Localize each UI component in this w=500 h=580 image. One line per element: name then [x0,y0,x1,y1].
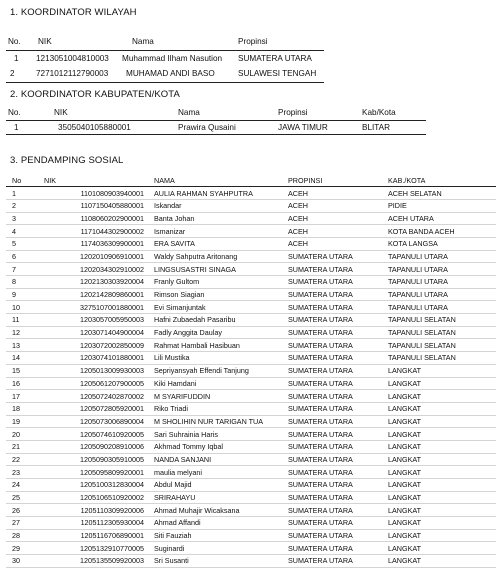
cell-nama: Hafni Zubaedah Pasaribu [154,315,236,325]
cell-propinsi: SUMATERA UTARA [288,264,353,274]
table-row [6,339,496,352]
cell-nama: Rahmat Hambali Hasibuan [154,340,240,350]
cell-nik: 7271012112790003 [36,69,109,79]
cell-propinsi: SUMATERA UTARA [288,251,353,261]
cell-propinsi: SUMATERA UTARA [288,505,353,515]
column-header-nik: NIK [38,37,52,47]
cell-no: 13 [12,340,20,350]
cell-nama: Sari Suhrainia Haris [154,429,218,439]
cell-no: 29 [12,543,20,553]
cell-kab-kota: ACEH SELATAN [388,188,442,198]
cell-propinsi: SUMATERA UTARA [288,556,353,566]
cell-propinsi: SUMATERA UTARA [288,366,353,376]
table-row [6,364,496,377]
cell-no: 1 [14,122,19,132]
section-title-koordinator-kabupaten-kota: 2. KOORDINATOR KABUPATEN/KOTA [10,89,180,100]
table-row [6,212,496,225]
table-row [6,479,496,492]
cell-no: 19 [12,416,20,426]
cell-propinsi: SUMATERA UTARA [288,391,353,401]
cell-nama: MUHAMAD ANDI BASO [126,69,215,79]
cell-propinsi: SUMATERA UTARA [288,480,353,490]
cell-no: 27 [12,518,20,528]
cell-nama: AULIA RAHMAN SYAHPUTRA [154,188,253,198]
column-header-propinsi: Propinsi [278,108,308,118]
cell-nik: 1203071404900004 [80,328,144,338]
cell-no: 16 [12,378,20,388]
cell-no: 11 [12,315,20,325]
cell-kab-kota: KOTA LANGSA [388,239,438,249]
cell-kab-kota: LANGKAT [388,493,422,503]
cell-nama: Rimson Siagian [154,290,205,300]
cell-nik: 1205074610920005 [80,429,144,439]
cell-propinsi: SUMATERA UTARA [288,442,353,452]
cell-nik: 1171044302900002 [80,226,144,236]
cell-kab-kota: TAPANULI SELATAN [388,340,456,350]
cell-nama: Suginardi [154,543,185,553]
table-row [6,50,324,66]
cell-kab-kota: BLITAR [362,122,391,132]
cell-nik: 1205072805920001 [80,404,144,414]
column-header-nama: NAMA [154,175,175,185]
cell-nik: 1203074101880001 [80,353,144,363]
cell-propinsi: SUMATERA UTARA [288,315,353,325]
cell-kab-kota: PIDIE [388,201,407,211]
cell-propinsi: SUMATERA UTARA [288,404,353,414]
table-row [6,529,496,542]
cell-kab-kota: TAPANULI UTARA [388,251,448,261]
cell-no: 23 [12,467,20,477]
table-row [6,517,496,530]
cell-no: 8 [12,277,16,287]
table-koordinator-wilayah [6,34,324,83]
cell-no: 21 [12,442,20,452]
cell-no: 30 [12,556,20,566]
cell-nik: 1205110309920006 [80,505,144,515]
column-header-propinsi: PROPINSI [288,175,323,185]
cell-no: 7 [12,264,16,274]
cell-propinsi: JAWA TIMUR [278,122,328,132]
cell-propinsi: SUMATERA UTARA [288,429,353,439]
table-row [6,276,496,289]
cell-nik: 1205132910770005 [80,543,144,553]
cell-nama: Lili Mustika [154,353,190,363]
column-header-nik: NIK [44,175,56,185]
cell-no: 24 [12,480,20,490]
table-row [6,187,496,200]
cell-kab-kota: TAPANULI UTARA [388,264,448,274]
cell-propinsi: SUMATERA UTARA [288,302,353,312]
cell-nik: 1205013009930003 [80,366,144,376]
cell-no: 6 [12,251,16,261]
cell-propinsi: ACEH [288,188,308,198]
cell-nik: 1205072402870002 [80,391,144,401]
cell-propinsi: ACEH [288,201,308,211]
table-row [6,428,496,441]
column-header-kab-kota: Kab/Kota [362,108,396,118]
table-row [6,491,496,504]
table-row [6,440,496,453]
cell-nik: 1202034302910002 [80,264,144,274]
cell-nama: ERA SAVITA [154,239,195,249]
cell-kab-kota: TAPANULI SELATAN [388,353,456,363]
cell-nik: 1107150405880001 [80,201,144,211]
table-row [6,250,496,263]
cell-nik: 1205073006890004 [80,416,144,426]
cell-nik: 1213051004810003 [36,53,109,63]
cell-nik: 1205061207900005 [80,378,144,388]
column-header-no: No. [8,108,21,118]
table-row [6,326,496,339]
cell-propinsi: SUMATERA UTARA [288,531,353,541]
cell-kab-kota: LANGKAT [388,467,422,477]
cell-no: 5 [12,239,16,249]
cell-nama: Franly Gultom [154,277,200,287]
cell-no: 9 [12,290,16,300]
cell-kab-kota: LANGKAT [388,518,422,528]
cell-nama: SRIRAHAYU [154,493,196,503]
cell-propinsi: ACEH [288,226,308,236]
cell-propinsi: SUMATERA UTARA [238,53,312,63]
cell-nama: Banta Johan [154,213,195,223]
cell-kab-kota: LANGKAT [388,404,422,414]
table-pendamping-sosial [6,174,496,568]
cell-nama: Ismanizar [154,226,186,236]
table-row [6,288,496,301]
cell-kab-kota: LANGKAT [388,556,422,566]
cell-nama: M SHOLIHIN NUR TARIGAN TUA [154,416,264,426]
cell-kab-kota: LANGKAT [388,531,422,541]
table-header-row [6,174,496,187]
cell-nik: 1202142809860001 [80,290,144,300]
table-row [6,390,496,403]
cell-nik: 1205106510920002 [80,493,144,503]
column-header-no: No. [8,37,21,47]
column-header-nik: NIK [54,108,68,118]
cell-propinsi: SUMATERA UTARA [288,518,353,528]
table-row [6,453,496,466]
cell-nama: LINGSUSASTRI SINAGA [154,264,236,274]
cell-no: 17 [12,391,20,401]
cell-propinsi: SUMATERA UTARA [288,493,353,503]
table-row [6,225,496,238]
cell-nik: 1203057005950003 [80,315,144,325]
cell-no: 26 [12,505,20,515]
cell-propinsi: SUMATERA UTARA [288,277,353,287]
cell-no: 10 [12,302,20,312]
cell-kab-kota: LANGKAT [388,416,422,426]
cell-nama: Sepriyansyah Effendi Tanjung [154,366,249,376]
cell-no: 20 [12,429,20,439]
cell-nik: 1202130303920004 [80,277,144,287]
cell-kab-kota: LANGKAT [388,442,422,452]
table-row [6,415,496,428]
cell-nama: Sri Susanti [154,556,189,566]
cell-nik: 1205090208910006 [80,442,144,452]
table-koordinator-kabupaten-kota [6,106,426,135]
column-header-nama: Nama [178,108,200,118]
cell-no: 1 [14,53,19,63]
cell-kab-kota: LANGKAT [388,454,422,464]
cell-propinsi: SUMATERA UTARA [288,467,353,477]
cell-kab-kota: LANGKAT [388,378,422,388]
cell-propinsi: SUMATERA UTARA [288,328,353,338]
cell-no: 15 [12,366,20,376]
table-row [6,301,496,314]
cell-kab-kota: TAPANULI UTARA [388,302,448,312]
cell-propinsi: SULAWESI TENGAH [238,69,317,79]
cell-propinsi: SUMATERA UTARA [288,353,353,363]
cell-nik: 1108060202900001 [80,213,144,223]
cell-nama: maulia melyani [154,467,202,477]
cell-kab-kota: LANGKAT [388,480,422,490]
cell-nama: Akhmad Tommy Iqbal [154,442,223,452]
column-header-kab-kota: KAB./KOTA [388,175,426,185]
cell-nik: 1205090305910005 [80,454,144,464]
table-row [6,263,496,276]
cell-nik: 1202010906910001 [80,251,144,261]
column-header-propinsi: Propinsi [238,37,268,47]
cell-no: 2 [12,201,16,211]
cell-nama: Fadly Anggita Daulay [154,328,222,338]
cell-nama: Kiki Hamdani [154,378,197,388]
cell-nik: 1205116706890001 [80,531,144,541]
cell-kab-kota: LANGKAT [388,366,422,376]
cell-no: 25 [12,493,20,503]
cell-no: 28 [12,531,20,541]
cell-propinsi: ACEH [288,213,308,223]
table-row [6,314,496,327]
cell-nama: Evi Simanjuntak [154,302,206,312]
column-header-nama: Nama [132,37,154,47]
table-row [6,120,426,134]
cell-no: 22 [12,454,20,464]
cell-propinsi: SUMATERA UTARA [288,340,353,350]
table-header-row [6,106,426,120]
cell-nama: Riko Triadi [154,404,188,414]
cell-no: 14 [12,353,20,363]
cell-kab-kota: LANGKAT [388,391,422,401]
cell-propinsi: SUMATERA UTARA [288,454,353,464]
table-row [6,555,496,568]
table-row [6,402,496,415]
cell-nik: 3505040105880001 [58,122,131,132]
cell-nik: 1203072002850009 [80,340,144,350]
cell-nama: Muhammad Ilham Nasution [122,53,223,63]
cell-nik: 1205100312830004 [80,480,144,490]
table-row [6,199,496,212]
table-row [6,466,496,479]
cell-nama: NANDA SANJANI [154,454,212,464]
cell-propinsi: SUMATERA UTARA [288,543,353,553]
cell-propinsi: ACEH [288,239,308,249]
cell-nik: 1101080903940001 [80,188,144,198]
cell-kab-kota: KOTA BANDA ACEH [388,226,455,236]
cell-nama: Prawira Qusaini [178,122,236,132]
cell-kab-kota: LANGKAT [388,543,422,553]
cell-propinsi: SUMATERA UTARA [288,290,353,300]
cell-nik: 1205095809920001 [80,467,144,477]
cell-nama: Abdul Majid [154,480,192,490]
cell-no: 18 [12,404,20,414]
cell-no: 3 [12,213,16,223]
section-title-pendamping-sosial: 3. PENDAMPING SOSIAL [10,155,124,166]
cell-no: 4 [12,226,16,236]
cell-no: 12 [12,328,20,338]
section-title-koordinator-wilayah: 1. KOORDINATOR WILAYAH [10,7,137,18]
cell-no: 2 [10,69,15,79]
cell-nik: 3275107001880001 [80,302,144,312]
cell-kab-kota: TAPANULI UTARA [388,277,448,287]
cell-kab-kota: LANGKAT [388,429,422,439]
cell-nik: 1205135509920003 [80,556,144,566]
cell-kab-kota: TAPANULI SELATAN [388,315,456,325]
cell-nama: Ahmad Muhajir Wicaksana [154,505,240,515]
cell-nik: 1205112305930004 [80,518,144,528]
cell-nama: Ahmad Affandi [154,518,201,528]
table-row [6,542,496,555]
cell-nama: Siti Fauziah [154,531,192,541]
table-header-row [6,34,324,50]
pendamping-sosial-rows [6,187,496,568]
table-row [6,377,496,390]
cell-no: 1 [12,188,16,198]
table-row [6,504,496,517]
cell-propinsi: SUMATERA UTARA [288,416,353,426]
cell-kab-kota: TAPANULI SELATAN [388,328,456,338]
cell-kab-kota: ACEH UTARA [388,213,434,223]
table-row [6,352,496,365]
table-row [6,66,324,82]
cell-nama: Iskandar [154,201,182,211]
cell-kab-kota: LANGKAT [388,505,422,515]
cell-nama: Waldy Sahputra Aritonang [154,251,238,261]
cell-kab-kota: TAPANULI UTARA [388,290,448,300]
column-header-no: No [12,175,22,185]
cell-nama: M SYARIFUDDIN [154,391,211,401]
table-row [6,237,496,250]
cell-nik: 1174036309900001 [80,239,144,249]
cell-propinsi: SUMATERA UTARA [288,378,353,388]
